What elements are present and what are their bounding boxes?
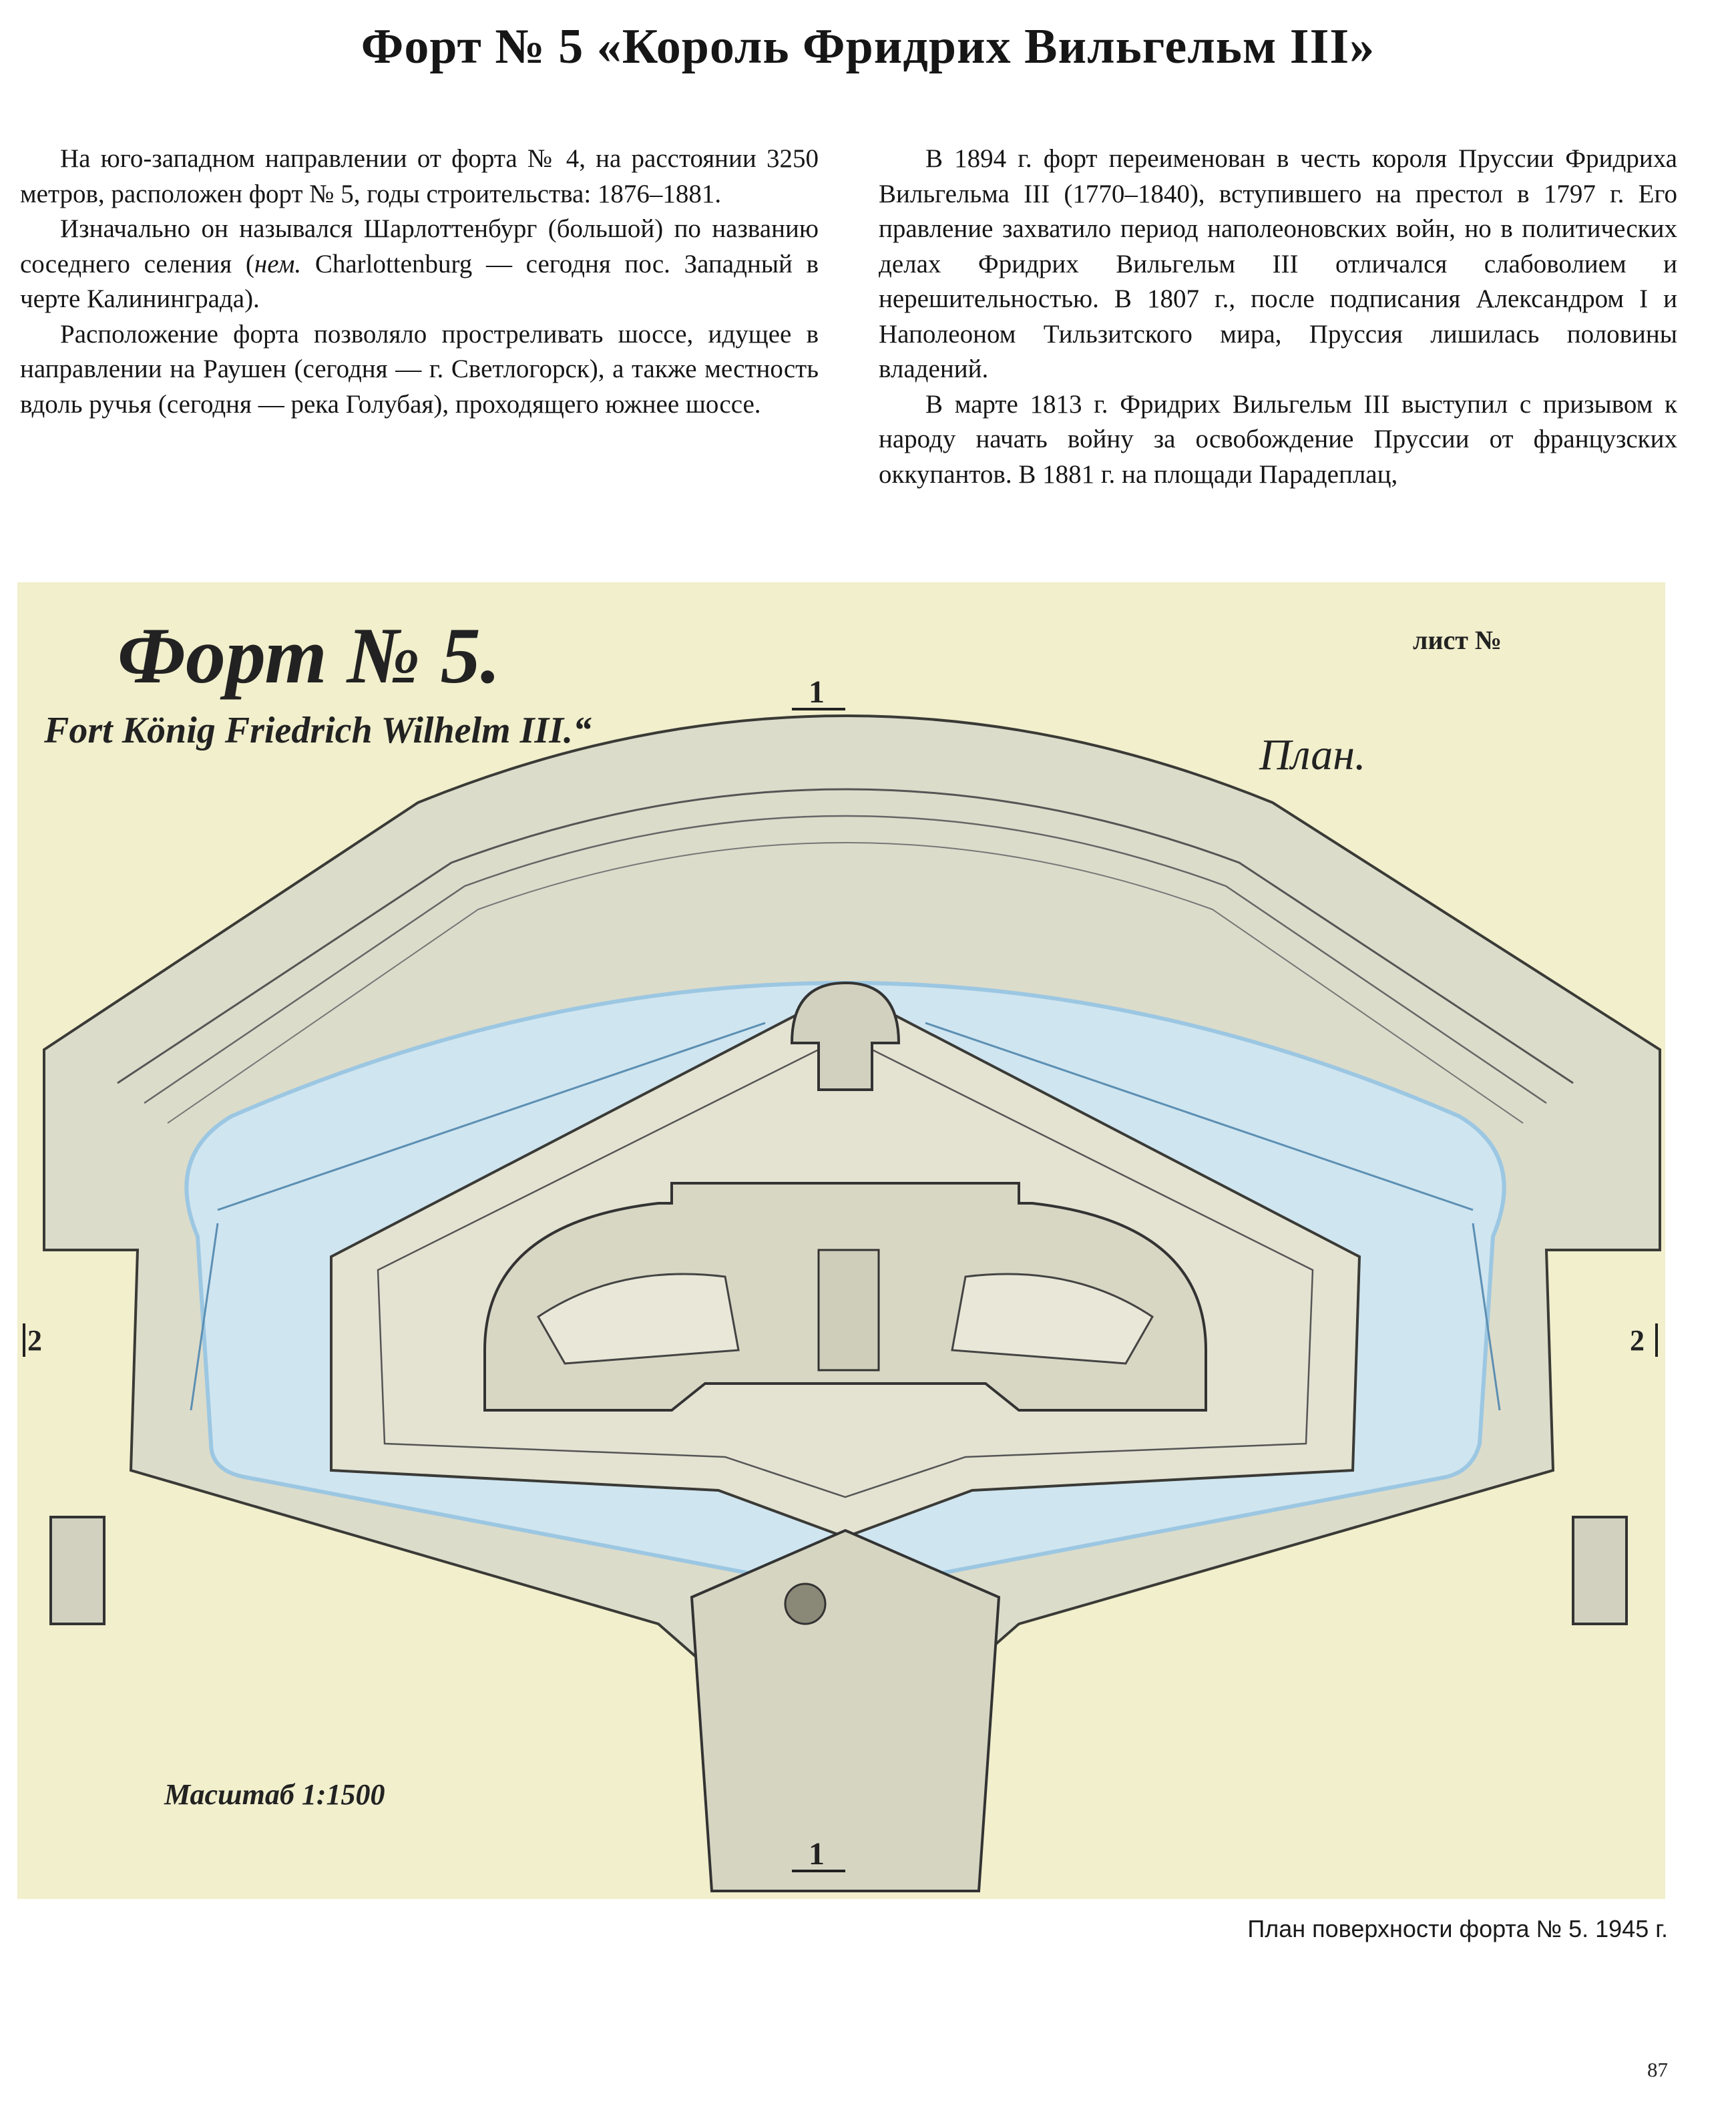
gorge-bastion — [785, 1584, 825, 1624]
central-caponier — [819, 1250, 879, 1370]
section-marker-left: 2 — [27, 1324, 42, 1357]
section-marker-bottom: 1 — [809, 1836, 825, 1872]
plan-label: План. — [1259, 730, 1366, 779]
page-number: 87 — [1647, 2058, 1668, 2081]
left-blockhouse — [51, 1517, 104, 1624]
figure-caption: План поверхности форта № 5. 1945 г. — [1247, 1915, 1668, 1942]
fort-plan-drawing — [17, 582, 1665, 1899]
paragraph-text: Charlottenburg — сегодня пос. Западный в черте Калининграда). — [20, 249, 819, 313]
page-title: Форт № 5 «Король Фридрих Вильгельм III» — [361, 19, 1375, 74]
plan-heading: Форт № 5. — [118, 611, 501, 700]
italic-abbreviation: нем. — [254, 249, 302, 278]
right-blockhouse — [1573, 1517, 1626, 1624]
paragraph: В марте 1813 г. Фридрих Вильгельм III выступил с призывом к народу начать войну за освобождение Пруссии от французских оккупантов. В 1881 г. на площади Парадеплац, — [879, 389, 1677, 489]
gorge-caponier — [692, 1530, 999, 1891]
section-marker-right: 2 — [1630, 1324, 1645, 1357]
right-column — [879, 142, 1677, 492]
sheet-label: лист № — [1413, 625, 1502, 655]
paragraph: Расположение форта позволяло простреливать шоссе, идущее в направлении на Раушен (сегодня — г. Светлогорск), а также местность вдоль ручья (сегодня — река Голубая), проходящего южнее шоссе. — [20, 319, 819, 419]
scale-label: Масштаб 1:1500 — [164, 1778, 385, 1811]
left-column — [20, 142, 819, 422]
paragraph: На юго-западном направлении от форта № 4, на расстоянии 3250 метров, расположен форт № 5, годы строительства: 1876–1881. — [20, 144, 819, 208]
fort-plan-figure — [17, 582, 1665, 1899]
paragraph: В 1894 г. форт переименован в честь короля Пруссии Фридриха Вильгельма III (1770–1840), вступившего на престол в 1797 г. Его правление захватило период наполеоновских войн, но в политических делах Фридрих Вильгельм III отличался слабоволием и нерешительностью. В 1807 г., после подписания Александром I и Наполеоном Тильзитского мира, Пруссия лишилась половины владений. — [879, 144, 1677, 383]
plan-subheading: Fort König Friedrich Wilhelm III.“ — [44, 710, 592, 751]
paragraph-text: Изначально он назывался Шарлоттенбург (большой) по названию соседнего селения ( — [20, 214, 819, 278]
section-marker-top: 1 — [809, 674, 825, 710]
paragraph — [20, 212, 819, 317]
